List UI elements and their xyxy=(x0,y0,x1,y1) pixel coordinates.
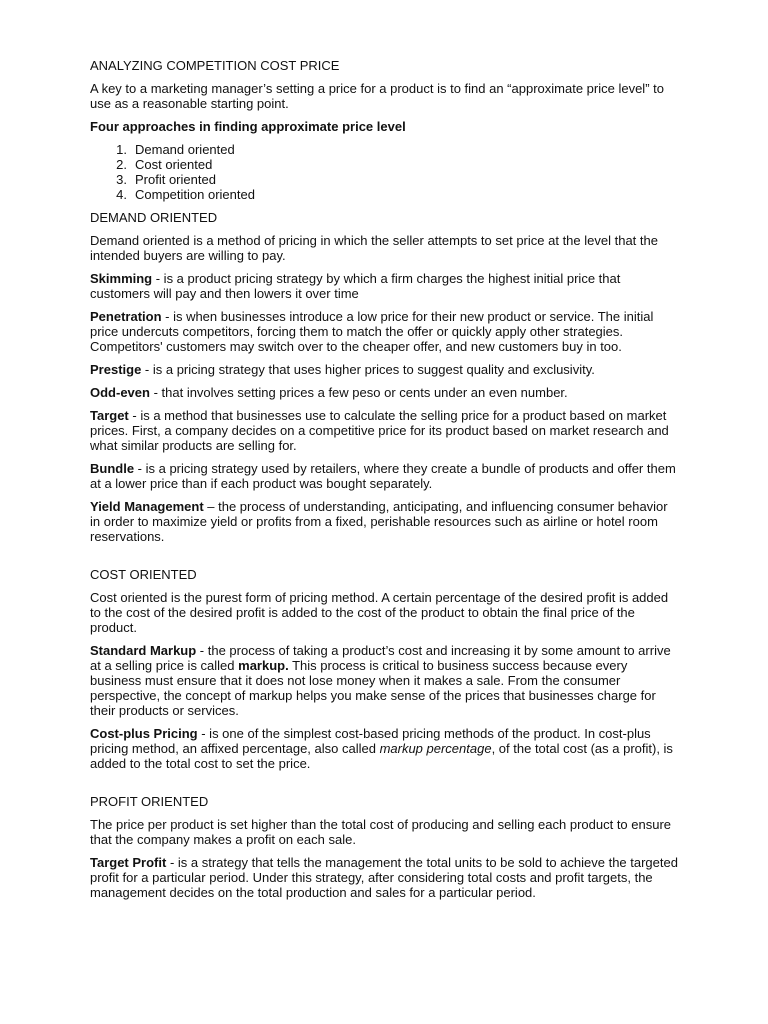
list-item: 4. Competition oriented xyxy=(116,187,255,202)
term-penetration: Penetration - is when businesses introduce a low price for their new product or service. The initial price undercuts competitors, forcing them to match the offer or quickly apply other strategies. Competitors' customers may switch over to the cheaper offer, and new customers buy in too. xyxy=(90,309,654,354)
section-spacer xyxy=(90,779,678,794)
cost-intro: Cost oriented is the purest form of pricing method. A certain percentage of the desired profit is added to the cost of the desired profit is added to the cost of the product to obtain the final price of the product. xyxy=(90,590,669,635)
term-standard-markup: Standard Markup - the process of taking a product’s cost and increasing it by some amount to arrive at a selling price is called markup. This process is critical to business success because every business must ensure that it does not lose money when it makes a sale. From the consumer perspective, the concept of markup helps you make sense of the prices that businesses charge for their products or services. xyxy=(90,643,671,718)
term-target-profit: Target Profit - is a strategy that tells the management the total units to be sold to achieve the targeted profit for a particular period. Under this strategy, after considering total costs and profit targets, the management decides on the total production and sales for a particular period. xyxy=(90,855,678,900)
list-item: 1. Demand oriented xyxy=(116,142,235,157)
term-yield-management: Yield Management – the process of understanding, anticipating, and influencing consumer behavior in order to maximize yield or profits from a fixed, perishable resources such as airline or hotel room reservations. xyxy=(90,499,668,544)
profit-intro: The price per product is set higher than the total cost of producing and selling each product to ensure that the company makes a profit on each sale. xyxy=(90,817,672,847)
profit-heading: PROFIT ORIENTED xyxy=(90,794,209,809)
term-target: Target - is a method that businesses use to calculate the selling price for a product based on market prices. First, a company decides on a competitive price for its product based on market research and what similar products are selling for. xyxy=(90,408,669,453)
term-cost-plus-pricing: Cost-plus Pricing - is one of the simplest cost-based pricing methods of the product. In cost-plus pricing method, an affixed percentage, also called markup percentage, of the total cost (as a profit), is added to the total cost to set the price. xyxy=(90,726,673,771)
approaches-list xyxy=(90,142,678,202)
term-skimming: Skimming - is a product pricing strategy by which a firm charges the highest initial price that customers will pay and then lowers it over time xyxy=(90,271,621,301)
cost-heading: COST ORIENTED xyxy=(90,567,197,582)
term-bundle: Bundle - is a pricing strategy used by retailers, where they create a bundle of products and offer them at a lower price than if each product was bought separately. xyxy=(90,461,676,491)
term-odd-even: Odd-even - that involves setting prices a few peso or cents under an even number. xyxy=(90,385,568,400)
demand-heading: DEMAND ORIENTED xyxy=(90,210,218,225)
list-item: 3. Profit oriented xyxy=(116,172,216,187)
approaches-heading: Four approaches in finding approximate price level xyxy=(90,119,406,134)
section-spacer xyxy=(90,552,678,567)
demand-intro: Demand oriented is a method of pricing in which the seller attempts to set price at the level that the intended buyers are willing to pay. xyxy=(90,233,658,263)
list-item: 2. Cost oriented xyxy=(116,157,213,172)
document-title: ANALYZING COMPETITION COST PRICE xyxy=(90,58,340,73)
intro-paragraph: A key to a marketing manager’s setting a price for a product is to find an “approximate price level” to use as a reasonable starting point. xyxy=(90,81,664,111)
term-prestige: Prestige - is a pricing strategy that uses higher prices to suggest quality and exclusivity. xyxy=(90,362,595,377)
